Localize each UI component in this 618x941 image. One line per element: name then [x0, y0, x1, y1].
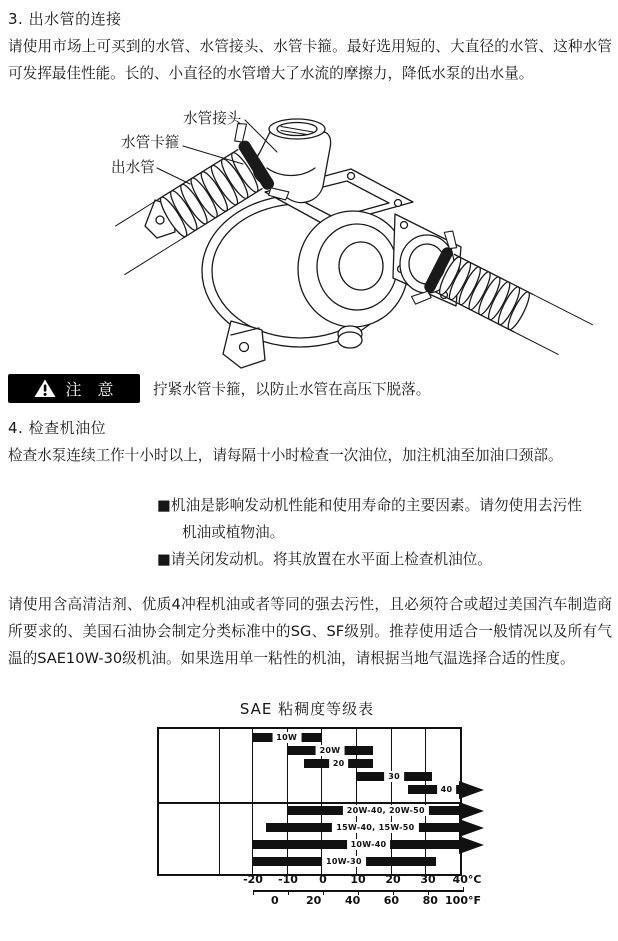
- oil-notes-list: [157, 492, 582, 573]
- axis-tick: [288, 890, 289, 895]
- axis-tick-label-celsius: 20: [385, 873, 401, 886]
- chart-bar-arrow: [459, 836, 484, 854]
- axis-tick-label-celsius: -20: [243, 873, 263, 886]
- chart-title: SAE 粘稠度等级表: [239, 700, 375, 718]
- leader-outlet: [157, 168, 190, 184]
- chart-bar-label: 20W-40, 20W-50: [343, 805, 429, 816]
- chart-bar-arrow: [459, 819, 484, 837]
- axis-tick-label-fahrenheit: 20: [306, 894, 322, 907]
- caution-badge-label: 注 意: [65, 380, 114, 399]
- chart-x-axis: [157, 874, 497, 910]
- diagram-label-outlet: 出水管: [111, 159, 155, 176]
- chart-bar-label: 30: [384, 771, 404, 782]
- list-item: ■机油是影响发动机性能和使用寿命的主要因素。请勿使用去污性机油或植物油。: [157, 497, 582, 541]
- section4-body2: 请使用含高清洁剂、优质4冲程机油或者等同的强去污性，且必须符合或超过美国汽车制造商所要求的、美国石油协会制定分类标准中的SG、SF级别。推荐使用适合一般情况以及所有气温的SAE10W-30级机油。如果选用单一粘性的机油，请根据当地气温选择合适的性度。: [8, 596, 612, 667]
- chart-bar-label: 10W: [272, 732, 301, 743]
- caution-text: 拧紧水管卡箍，以防止水管在高压下脱落。: [153, 381, 431, 398]
- warning-triangle-icon: [34, 379, 56, 398]
- axis-tick-label-celsius: 0: [319, 873, 327, 886]
- diagram-label-joint: 水管接头: [183, 110, 242, 127]
- chart-bar-arrow: [459, 802, 484, 820]
- chart-bar-label: 10W-30: [322, 856, 366, 867]
- axis-tick-label-fahrenheit: 0: [270, 894, 279, 907]
- axis-tick: [463, 887, 464, 892]
- diagram-label-clamp: 水管卡箍: [121, 134, 180, 151]
- axis-end-label-fahrenheit: 100°F: [445, 894, 481, 907]
- axis-tick-label-celsius: -10: [278, 873, 298, 886]
- chart-bar-label: 20: [329, 758, 349, 769]
- list-item: ■请关闭发动机。将其放置在水平面上检查机油位。: [157, 551, 492, 568]
- section4-title: 4. 检查机油位: [8, 419, 107, 437]
- grid-divider: [159, 802, 460, 804]
- axis-tick-label-fahrenheit: 80: [422, 894, 438, 907]
- axis-tick-label-celsius: 10: [350, 873, 366, 886]
- section3-body: 请使用市场上可买到的水管、水管接头、水管卡箍。最好选用短的、大直径的水管、这种水管可发挥最佳性能。长的、小直径的水管增大了水流的摩擦力，降低水泵的出水量。: [8, 38, 612, 82]
- axis-tick-label-fahrenheit: 60: [383, 894, 400, 907]
- section3-title: 3. 出水管的连接: [8, 10, 122, 28]
- chart-bar-label: 40: [437, 784, 457, 795]
- axis-tick: [253, 890, 254, 895]
- viscosity-chart-grid: [157, 727, 462, 876]
- axis-end-label-celsius: 40°C: [452, 873, 482, 886]
- chart-bar-arrow: [459, 781, 484, 799]
- section4-body: 检查水泵连续工作十小时以上，请每隔十小时检查一次油位，加注机油至加油口颈部。: [8, 447, 563, 464]
- axis-tick: [323, 890, 324, 895]
- axis-tick-label-celsius: 30: [420, 873, 436, 886]
- chart-bar-label: 15W-40, 15W-50: [332, 822, 418, 833]
- caution-badge: [8, 374, 140, 403]
- chart-bar-label: 10W-40: [347, 839, 391, 850]
- chart-bar-label: 20W: [316, 745, 345, 756]
- axis-tick-label-fahrenheit: 40: [344, 894, 361, 907]
